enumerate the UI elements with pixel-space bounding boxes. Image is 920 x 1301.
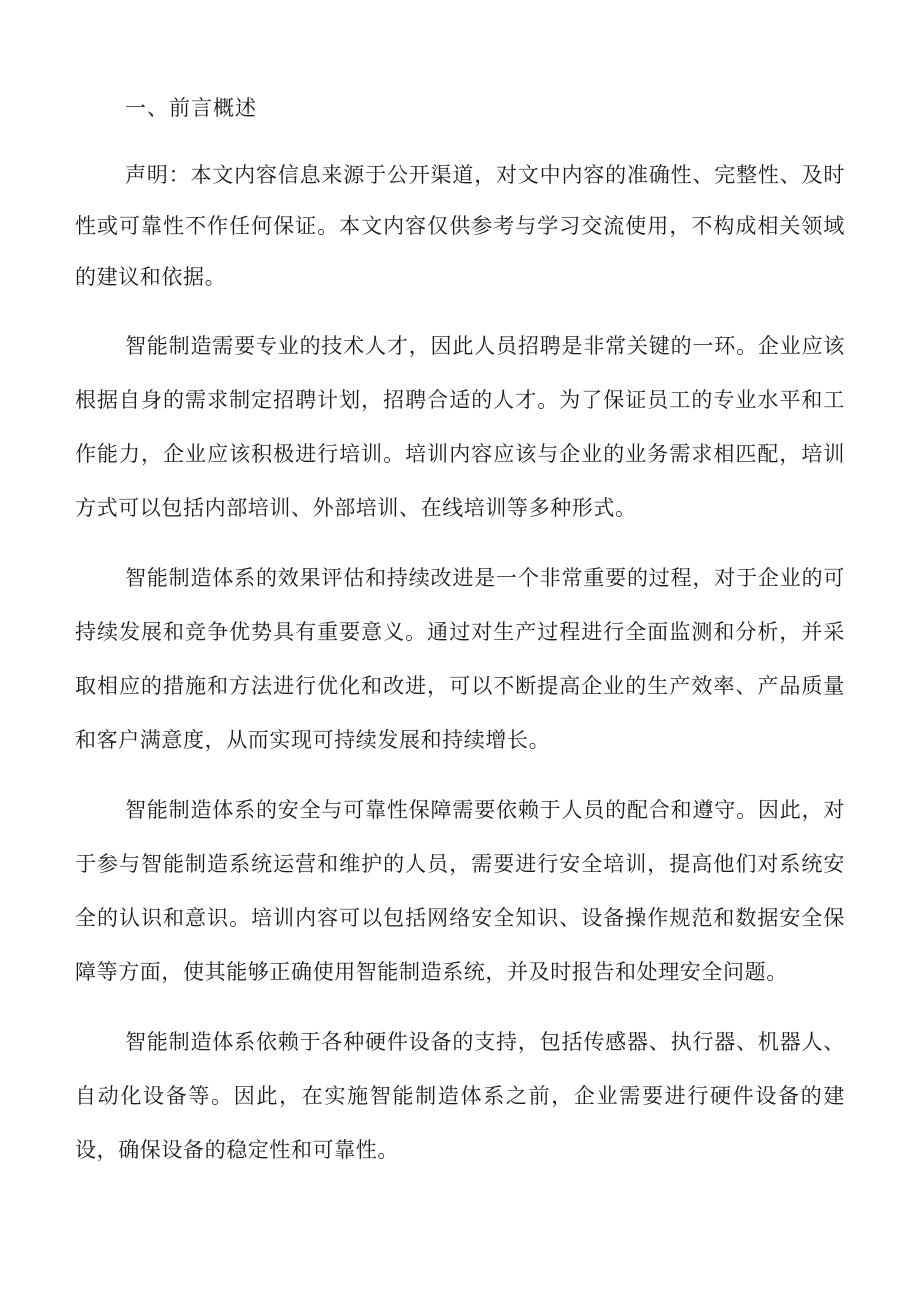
document-body — [75, 150, 845, 1177]
section-heading: 一、前言概述 — [125, 96, 257, 120]
paragraph-hardware-equipment: 智能制造体系依赖于各种硬件设备的支持，包括传感器、执行器、机器人、自动化设备等。因此，在实施智能制造体系之前，企业需要进行硬件设备的建设，确保设备的稳定性和可靠性。 — [75, 1030, 845, 1162]
disclaimer-paragraph: 声明：本文内容信息来源于公开渠道，对文中内容的准确性、完整性、及时性或可靠性不作任何保证。本文内容仅供参考与学习交流使用，不构成相关领域的建议和依据。 — [75, 163, 845, 289]
paragraph-evaluation-improvement: 智能制造体系的效果评估和持续改进是一个非常重要的过程，对于企业的可持续发展和竞争优势具有重要意义。通过对生产过程进行全面监测和分析，并采取相应的措施和方法进行优化和改进，可以不断提高企业的生产效率、产品质量和客户满意度，从而实现可持续发展和持续增长。 — [75, 566, 845, 752]
paragraph-security-reliability: 智能制造体系的安全与可靠性保障需要依赖于人员的配合和遵守。因此，对于参与智能制造系统运营和维护的人员，需要进行安全培训，提高他们对系统安全的认识和意识。培训内容可以包括网络安全知识、设备操作规范和数据安全保障等方面，使其能够正确使用智能制造系统，并及时报告和处理安全问题。 — [75, 798, 845, 984]
paragraph-talent-recruitment: 智能制造需要专业的技术人才，因此人员招聘是非常关键的一环。企业应该根据自身的需求制定招聘计划，招聘合适的人才。为了保证员工的专业水平和工作能力，企业应该积极进行培训。培训内容应该与企业的业务需求相匹配，培训方式可以包括内部培训、外部培训、在线培训等多种形式。 — [75, 334, 845, 520]
